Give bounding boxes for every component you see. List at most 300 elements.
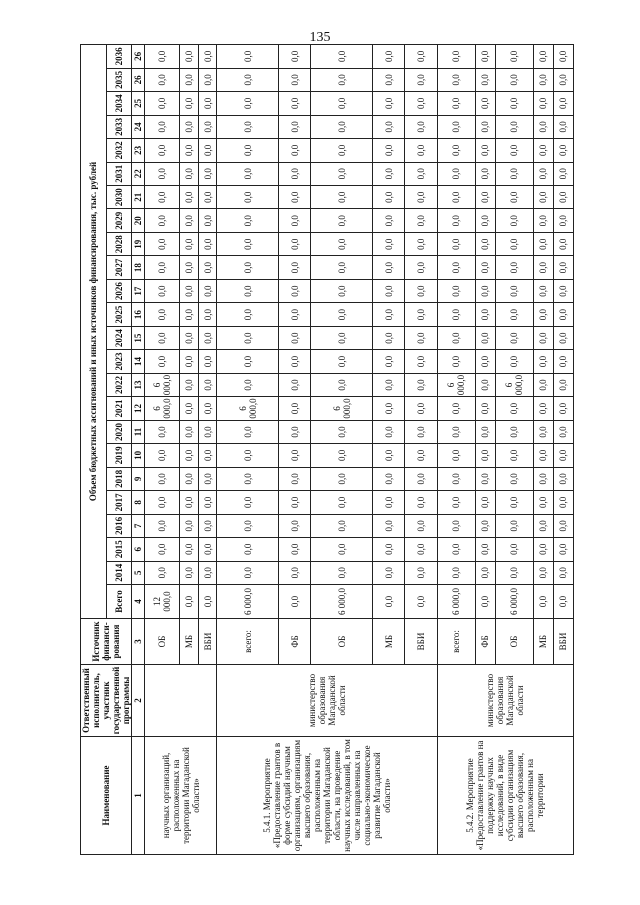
year-value: 0,0 bbox=[180, 162, 199, 185]
year-value: 0,0 bbox=[311, 303, 373, 326]
year-value: 0,0 bbox=[279, 420, 311, 443]
year-value: 0,0 bbox=[198, 444, 217, 467]
funding-source: ВБИ bbox=[198, 619, 217, 665]
column-number: 11 bbox=[132, 420, 145, 443]
total-value: 0,0 bbox=[533, 585, 553, 619]
header-source: Источник финанси-рования bbox=[81, 619, 132, 665]
year-value: 0,0 bbox=[198, 538, 217, 561]
year-value: 0,0 bbox=[311, 514, 373, 537]
year-value: 6 000,0 bbox=[145, 397, 180, 420]
year-value: 0,0 bbox=[495, 139, 533, 162]
year-value: 0,0 bbox=[145, 350, 180, 373]
year-value: 0,0 bbox=[279, 232, 311, 255]
header-year: 2026 bbox=[106, 279, 132, 302]
year-value: 0,0 bbox=[373, 397, 405, 420]
header-year: 2014 bbox=[106, 561, 132, 584]
year-value: 0,0 bbox=[279, 373, 311, 396]
year-value: 0,0 bbox=[495, 561, 533, 584]
year-value: 0,0 bbox=[198, 162, 217, 185]
header-year: 2016 bbox=[106, 514, 132, 537]
year-value: 0,0 bbox=[279, 256, 311, 279]
header-year: 2023 bbox=[106, 350, 132, 373]
total-value: 0,0 bbox=[405, 585, 437, 619]
year-value: 0,0 bbox=[437, 115, 475, 138]
total-value: 6 000,0 bbox=[217, 585, 279, 619]
column-number: 6 bbox=[132, 538, 145, 561]
year-value: 0,0 bbox=[180, 139, 199, 162]
year-value: 0,0 bbox=[279, 115, 311, 138]
table-row bbox=[145, 44, 180, 854]
header-year: 2028 bbox=[106, 232, 132, 255]
year-value: 0,0 bbox=[373, 538, 405, 561]
year-value: 0,0 bbox=[217, 186, 279, 209]
year-value: 0,0 bbox=[217, 514, 279, 537]
year-value: 0,0 bbox=[553, 491, 573, 514]
year-value: 0,0 bbox=[180, 92, 199, 115]
year-value: 0,0 bbox=[405, 420, 437, 443]
year-value: 0,0 bbox=[217, 303, 279, 326]
total-value: 0,0 bbox=[279, 585, 311, 619]
year-value: 0,0 bbox=[475, 420, 495, 443]
column-number: 16 bbox=[132, 303, 145, 326]
year-value: 0,0 bbox=[311, 44, 373, 68]
year-value: 0,0 bbox=[198, 373, 217, 396]
header-year: 2019 bbox=[106, 444, 132, 467]
column-number: 15 bbox=[132, 326, 145, 349]
item-executor: министерство образования Магаданской области bbox=[217, 665, 437, 737]
year-value: 0,0 bbox=[373, 92, 405, 115]
year-value: 0,0 bbox=[217, 44, 279, 68]
year-value: 0,0 bbox=[311, 92, 373, 115]
header-year: 2020 bbox=[106, 420, 132, 443]
year-value: 0,0 bbox=[437, 44, 475, 68]
year-value: 0,0 bbox=[180, 514, 199, 537]
year-value: 0,0 bbox=[533, 186, 553, 209]
year-value: 0,0 bbox=[217, 561, 279, 584]
year-value: 0,0 bbox=[373, 373, 405, 396]
column-number: 12 bbox=[132, 397, 145, 420]
total-value: 0,0 bbox=[553, 585, 573, 619]
year-value: 0,0 bbox=[533, 467, 553, 490]
year-value: 0,0 bbox=[217, 491, 279, 514]
year-value: 0,0 bbox=[198, 514, 217, 537]
header-name: Наименование bbox=[81, 737, 132, 855]
year-value: 0,0 bbox=[145, 44, 180, 68]
year-value: 0,0 bbox=[533, 92, 553, 115]
year-value: 0,0 bbox=[405, 92, 437, 115]
year-value: 0,0 bbox=[279, 467, 311, 490]
column-number: 10 bbox=[132, 444, 145, 467]
year-value: 0,0 bbox=[198, 279, 217, 302]
financing-table bbox=[80, 44, 574, 855]
year-value: 0,0 bbox=[145, 303, 180, 326]
year-value: 0,0 bbox=[311, 467, 373, 490]
table-row bbox=[217, 44, 279, 854]
total-value: 0,0 bbox=[180, 585, 199, 619]
year-value: 0,0 bbox=[279, 162, 311, 185]
year-value: 0,0 bbox=[475, 538, 495, 561]
year-value: 0,0 bbox=[198, 92, 217, 115]
year-value: 0,0 bbox=[217, 92, 279, 115]
header-year: 2036 bbox=[106, 44, 132, 68]
year-value: 0,0 bbox=[553, 232, 573, 255]
year-value: 0,0 bbox=[533, 514, 553, 537]
year-value: 0,0 bbox=[405, 326, 437, 349]
column-number: 18 bbox=[132, 256, 145, 279]
year-value: 0,0 bbox=[437, 186, 475, 209]
total-value: 6 000,0 bbox=[437, 585, 475, 619]
year-value: 0,0 bbox=[145, 491, 180, 514]
funding-source: ОБ bbox=[145, 619, 180, 665]
year-value: 0,0 bbox=[553, 92, 573, 115]
year-value: 0,0 bbox=[311, 232, 373, 255]
total-value: 0,0 bbox=[373, 585, 405, 619]
year-value: 0,0 bbox=[198, 326, 217, 349]
year-value: 0,0 bbox=[437, 232, 475, 255]
header-year: 2035 bbox=[106, 68, 132, 91]
year-value: 0,0 bbox=[217, 256, 279, 279]
total-value: 12 000,0 bbox=[145, 585, 180, 619]
year-value: 0,0 bbox=[437, 92, 475, 115]
year-value: 0,0 bbox=[279, 303, 311, 326]
column-number: 2 bbox=[132, 665, 145, 737]
header-volume: Объем бюджетных ассигнований и иных источников финансирования, тыс. рублей bbox=[81, 44, 107, 618]
year-value: 0,0 bbox=[495, 467, 533, 490]
year-value: 0,0 bbox=[437, 538, 475, 561]
item-name: 5.4.2. Мероприятие «Предоставление грантов на поддержку научных исследований, в виде субсидии организациям высшего образования, расположенным на территории bbox=[437, 737, 573, 855]
year-value: 0,0 bbox=[475, 561, 495, 584]
header-year: 2027 bbox=[106, 256, 132, 279]
year-value: 6 000,0 bbox=[145, 373, 180, 396]
year-value: 0,0 bbox=[217, 209, 279, 232]
year-value: 0,0 bbox=[495, 68, 533, 91]
table-row bbox=[437, 44, 475, 854]
header-total: Всего bbox=[106, 585, 132, 619]
year-value: 6 000,0 bbox=[495, 373, 533, 396]
header-year: 2015 bbox=[106, 538, 132, 561]
year-value: 0,0 bbox=[475, 467, 495, 490]
year-value: 0,0 bbox=[475, 139, 495, 162]
year-value: 0,0 bbox=[311, 256, 373, 279]
year-value: 0,0 bbox=[495, 444, 533, 467]
year-value: 0,0 bbox=[373, 186, 405, 209]
item-name: 5.4.1. Мероприятие «Предоставление грантов в форме субсидий научным организациям, организациям высшего образования, расположенным на территории Магаданской области, на проведение научных исследований, в том числе направленных на социально-экономическое развитие Магаданской области» bbox=[217, 737, 437, 855]
year-value: 0,0 bbox=[437, 256, 475, 279]
year-value: 0,0 bbox=[311, 373, 373, 396]
year-value: 0,0 bbox=[145, 561, 180, 584]
year-value: 0,0 bbox=[553, 467, 573, 490]
year-value: 0,0 bbox=[495, 232, 533, 255]
year-value: 0,0 bbox=[495, 209, 533, 232]
year-value: 0,0 bbox=[437, 209, 475, 232]
column-number: 21 bbox=[132, 186, 145, 209]
year-value: 0,0 bbox=[475, 514, 495, 537]
year-value: 0,0 bbox=[405, 279, 437, 302]
year-value: 0,0 bbox=[373, 491, 405, 514]
year-value: 0,0 bbox=[180, 373, 199, 396]
year-value: 0,0 bbox=[198, 350, 217, 373]
year-value: 0,0 bbox=[311, 326, 373, 349]
year-value: 0,0 bbox=[217, 373, 279, 396]
year-value: 0,0 bbox=[437, 514, 475, 537]
year-value: 0,0 bbox=[279, 44, 311, 68]
year-value: 0,0 bbox=[217, 326, 279, 349]
year-value: 0,0 bbox=[405, 444, 437, 467]
year-value: 0,0 bbox=[437, 326, 475, 349]
year-value: 0,0 bbox=[373, 561, 405, 584]
column-number: 9 bbox=[132, 467, 145, 490]
header-year: 2022 bbox=[106, 373, 132, 396]
year-value: 0,0 bbox=[475, 303, 495, 326]
year-value: 0,0 bbox=[495, 538, 533, 561]
total-value: 6 000,0 bbox=[495, 585, 533, 619]
year-value: 0,0 bbox=[311, 420, 373, 443]
year-value: 0,0 bbox=[180, 68, 199, 91]
funding-source: всего: bbox=[437, 619, 475, 665]
year-value: 0,0 bbox=[533, 326, 553, 349]
year-value: 0,0 bbox=[437, 162, 475, 185]
year-value: 0,0 bbox=[311, 186, 373, 209]
year-value: 0,0 bbox=[373, 44, 405, 68]
year-value: 0,0 bbox=[311, 491, 373, 514]
column-numbers-row bbox=[132, 44, 145, 854]
rotated-table-container bbox=[80, 45, 569, 855]
header-year: 2021 bbox=[106, 397, 132, 420]
header-year: 2034 bbox=[106, 92, 132, 115]
year-value: 0,0 bbox=[405, 209, 437, 232]
year-value: 0,0 bbox=[405, 139, 437, 162]
year-value: 0,0 bbox=[180, 303, 199, 326]
year-value: 0,0 bbox=[145, 209, 180, 232]
year-value: 0,0 bbox=[373, 68, 405, 91]
column-number: 24 bbox=[132, 115, 145, 138]
year-value: 0,0 bbox=[405, 397, 437, 420]
year-value: 0,0 bbox=[553, 279, 573, 302]
year-value: 0,0 bbox=[437, 139, 475, 162]
year-value: 0,0 bbox=[217, 162, 279, 185]
year-value: 0,0 bbox=[553, 444, 573, 467]
year-value: 0,0 bbox=[198, 68, 217, 91]
year-value: 0,0 bbox=[495, 326, 533, 349]
year-value: 0,0 bbox=[553, 420, 573, 443]
year-value: 0,0 bbox=[437, 467, 475, 490]
column-number: 7 bbox=[132, 514, 145, 537]
year-value: 0,0 bbox=[145, 162, 180, 185]
column-number: 5 bbox=[132, 561, 145, 584]
year-value: 0,0 bbox=[217, 68, 279, 91]
column-number: 19 bbox=[132, 232, 145, 255]
year-value: 0,0 bbox=[553, 514, 573, 537]
year-value: 0,0 bbox=[373, 209, 405, 232]
year-value: 0,0 bbox=[145, 115, 180, 138]
year-value: 0,0 bbox=[180, 350, 199, 373]
column-number: 26 bbox=[132, 44, 145, 68]
total-value: 6 000,0 bbox=[311, 585, 373, 619]
year-value: 0,0 bbox=[533, 303, 553, 326]
year-value: 0,0 bbox=[475, 444, 495, 467]
header-year: 2029 bbox=[106, 209, 132, 232]
year-value: 0,0 bbox=[437, 279, 475, 302]
year-value: 0,0 bbox=[475, 491, 495, 514]
year-value: 0,0 bbox=[533, 115, 553, 138]
year-value: 0,0 bbox=[311, 279, 373, 302]
year-value: 0,0 bbox=[553, 397, 573, 420]
year-value: 0,0 bbox=[373, 350, 405, 373]
year-value: 0,0 bbox=[145, 92, 180, 115]
year-value: 0,0 bbox=[373, 232, 405, 255]
year-value: 0,0 bbox=[405, 44, 437, 68]
year-value: 0,0 bbox=[495, 92, 533, 115]
funding-source: всего: bbox=[217, 619, 279, 665]
year-value: 0,0 bbox=[145, 514, 180, 537]
year-value: 0,0 bbox=[145, 232, 180, 255]
year-value: 0,0 bbox=[475, 68, 495, 91]
year-value: 0,0 bbox=[553, 350, 573, 373]
year-value: 0,0 bbox=[475, 44, 495, 68]
year-value: 0,0 bbox=[180, 561, 199, 584]
year-value: 0,0 bbox=[279, 209, 311, 232]
year-value: 0,0 bbox=[437, 561, 475, 584]
year-value: 0,0 bbox=[373, 514, 405, 537]
year-value: 0,0 bbox=[533, 232, 553, 255]
year-value: 0,0 bbox=[553, 44, 573, 68]
year-value: 0,0 bbox=[311, 350, 373, 373]
year-value: 0,0 bbox=[495, 186, 533, 209]
column-number: 8 bbox=[132, 491, 145, 514]
year-value: 0,0 bbox=[553, 303, 573, 326]
item-executor: министерство образования Магаданской области bbox=[437, 665, 573, 737]
funding-source: ОБ bbox=[495, 619, 533, 665]
year-value: 0,0 bbox=[145, 444, 180, 467]
year-value: 0,0 bbox=[437, 444, 475, 467]
year-value: 0,0 bbox=[475, 326, 495, 349]
table-body bbox=[145, 44, 574, 854]
year-value: 0,0 bbox=[279, 514, 311, 537]
year-value: 0,0 bbox=[533, 373, 553, 396]
year-value: 0,0 bbox=[198, 115, 217, 138]
year-value: 0,0 bbox=[198, 303, 217, 326]
column-number: 1 bbox=[132, 737, 145, 855]
year-value: 0,0 bbox=[279, 68, 311, 91]
year-value: 0,0 bbox=[533, 561, 553, 584]
year-value: 0,0 bbox=[405, 514, 437, 537]
year-value: 0,0 bbox=[180, 420, 199, 443]
year-value: 0,0 bbox=[405, 561, 437, 584]
year-value: 0,0 bbox=[180, 209, 199, 232]
header-year: 2032 bbox=[106, 139, 132, 162]
year-value: 0,0 bbox=[495, 397, 533, 420]
year-value: 0,0 bbox=[405, 68, 437, 91]
year-value: 0,0 bbox=[311, 561, 373, 584]
year-value: 0,0 bbox=[145, 68, 180, 91]
year-value: 0,0 bbox=[475, 373, 495, 396]
year-value: 0,0 bbox=[217, 350, 279, 373]
table-header bbox=[81, 44, 145, 854]
year-value: 0,0 bbox=[180, 467, 199, 490]
year-value: 0,0 bbox=[475, 397, 495, 420]
year-value: 0,0 bbox=[279, 397, 311, 420]
year-value: 0,0 bbox=[279, 561, 311, 584]
year-value: 0,0 bbox=[198, 561, 217, 584]
year-value: 0,0 bbox=[533, 162, 553, 185]
year-value: 0,0 bbox=[437, 68, 475, 91]
funding-source: ОБ bbox=[311, 619, 373, 665]
year-value: 0,0 bbox=[373, 115, 405, 138]
year-value: 0,0 bbox=[533, 350, 553, 373]
year-value: 0,0 bbox=[279, 326, 311, 349]
year-value: 0,0 bbox=[475, 209, 495, 232]
item-executor bbox=[145, 665, 217, 737]
year-value: 0,0 bbox=[373, 303, 405, 326]
header-year: 2031 bbox=[106, 162, 132, 185]
year-value: 0,0 bbox=[279, 186, 311, 209]
year-value: 0,0 bbox=[217, 139, 279, 162]
year-value: 0,0 bbox=[198, 256, 217, 279]
funding-source: ФБ bbox=[475, 619, 495, 665]
funding-source: ФБ bbox=[279, 619, 311, 665]
year-value: 0,0 bbox=[533, 44, 553, 68]
year-value: 0,0 bbox=[217, 232, 279, 255]
year-value: 0,0 bbox=[533, 491, 553, 514]
year-value: 0,0 bbox=[533, 256, 553, 279]
column-number: 26 bbox=[132, 68, 145, 91]
year-value: 0,0 bbox=[495, 279, 533, 302]
year-value: 6 000,0 bbox=[437, 373, 475, 396]
year-value: 0,0 bbox=[217, 279, 279, 302]
year-value: 0,0 bbox=[405, 162, 437, 185]
column-number: 25 bbox=[132, 92, 145, 115]
year-value: 0,0 bbox=[495, 115, 533, 138]
year-value: 0,0 bbox=[437, 397, 475, 420]
year-value: 0,0 bbox=[533, 444, 553, 467]
header-year: 2033 bbox=[106, 115, 132, 138]
year-value: 0,0 bbox=[495, 44, 533, 68]
year-value: 0,0 bbox=[475, 279, 495, 302]
year-value: 0,0 bbox=[553, 139, 573, 162]
year-value: 0,0 bbox=[405, 303, 437, 326]
year-value: 0,0 bbox=[217, 467, 279, 490]
year-value: 0,0 bbox=[198, 491, 217, 514]
year-value: 0,0 bbox=[373, 139, 405, 162]
year-value: 0,0 bbox=[180, 256, 199, 279]
year-value: 0,0 bbox=[437, 420, 475, 443]
year-value: 0,0 bbox=[311, 209, 373, 232]
year-value: 0,0 bbox=[495, 256, 533, 279]
year-value: 0,0 bbox=[533, 420, 553, 443]
funding-source: МБ bbox=[180, 619, 199, 665]
year-value: 0,0 bbox=[475, 186, 495, 209]
funding-source: МБ bbox=[533, 619, 553, 665]
year-value: 0,0 bbox=[373, 256, 405, 279]
header-year: 2017 bbox=[106, 491, 132, 514]
year-value: 0,0 bbox=[198, 232, 217, 255]
year-value: 0,0 bbox=[180, 186, 199, 209]
year-value: 0,0 bbox=[180, 44, 199, 68]
year-value: 0,0 bbox=[373, 162, 405, 185]
year-value: 0,0 bbox=[495, 514, 533, 537]
year-value: 0,0 bbox=[405, 538, 437, 561]
column-number: 3 bbox=[132, 619, 145, 665]
year-value: 0,0 bbox=[373, 420, 405, 443]
year-value: 0,0 bbox=[180, 232, 199, 255]
year-value: 0,0 bbox=[145, 420, 180, 443]
header-year: 2018 bbox=[106, 467, 132, 490]
year-value: 0,0 bbox=[145, 467, 180, 490]
year-value: 0,0 bbox=[180, 491, 199, 514]
year-value: 0,0 bbox=[180, 397, 199, 420]
year-value: 0,0 bbox=[145, 186, 180, 209]
year-value: 0,0 bbox=[495, 162, 533, 185]
